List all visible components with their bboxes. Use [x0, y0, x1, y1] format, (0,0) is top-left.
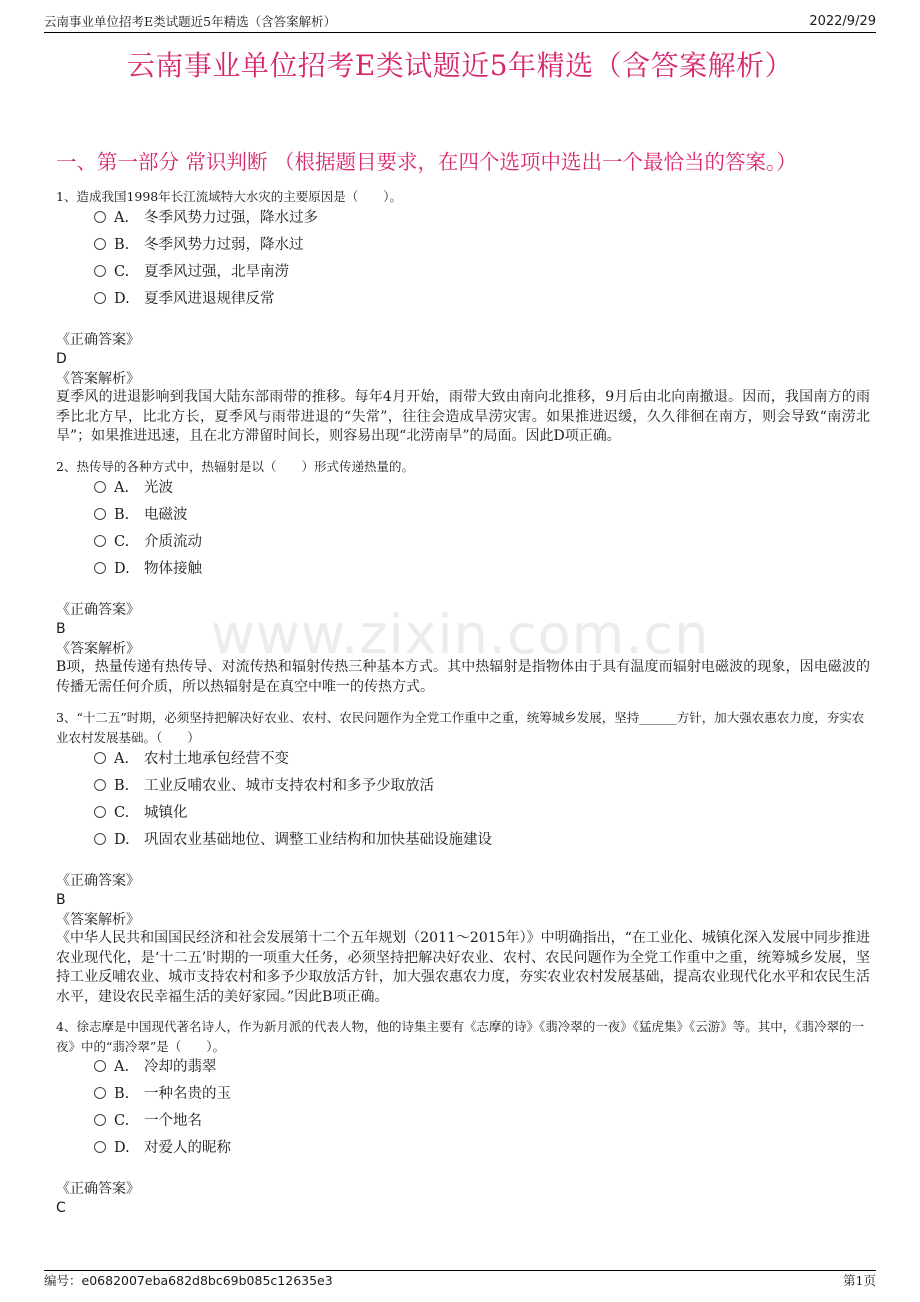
page-footer	[44, 1270, 876, 1291]
explanation-label: 《答案解析》	[56, 912, 140, 928]
answer-label: 《正确答案》	[56, 873, 140, 889]
radio-icon[interactable]	[94, 292, 106, 304]
radio-icon[interactable]	[94, 1141, 106, 1153]
answer-label: 《正确答案》	[56, 332, 140, 348]
radio-icon[interactable]	[94, 833, 106, 845]
answer-value: D	[56, 351, 67, 367]
radio-icon[interactable]	[94, 752, 106, 764]
radio-icon[interactable]	[94, 806, 106, 818]
question-text: 2、热传导的各种方式中，热辐射是以（ ）形式传递热量的。	[56, 459, 414, 474]
option-item[interactable]: A. 冷却的翡翠	[94, 1054, 217, 1080]
explanation-text: 夏季风的进退影响到我国大陆东部雨带的推移。每年4月开始，雨带大致由南向北推移，9月后由北向南撤退。因而，我国南方的雨季比北方早，比北方长，夏季风与雨带进退的“失常”，往往会造成旱涝灾害。如果推进迟缓，久久徘徊在南方，则会导致“南涝北旱”；如果推进迅速，且在北方滞留时间长，则容易出现“北涝南旱”的局面。因此D项正确。	[56, 389, 870, 444]
explanation-label: 《答案解析》	[56, 641, 140, 657]
footer-code: 编号：e0682007eba682d8bc69b085c12635e3	[44, 1273, 333, 1288]
page-number: 第1页	[843, 1273, 876, 1288]
radio-icon[interactable]	[94, 481, 106, 493]
answer-label: 《正确答案》	[56, 602, 140, 618]
question-text: 3、“十二五”时期，必须坚持把解决好农业、农村、农民问题作为全党工作重中之重，统筹城乡发展，坚持______方针，加大强农惠农力度，夯实农业农村发展基础。（ ）	[56, 710, 865, 745]
document-title: 云南事业单位招考E类试题近5年精选（含答案解析）	[126, 49, 794, 82]
watermark: www.zixin.com.cn	[210, 603, 710, 666]
option-item[interactable]: B. 电磁波	[94, 502, 188, 528]
option-item[interactable]: D. 对爱人的昵称	[94, 1135, 231, 1161]
answer-label: 《正确答案》	[56, 1181, 140, 1197]
radio-icon[interactable]	[94, 1087, 106, 1099]
question-text: 4、徐志摩是中国现代著名诗人，作为新月派的代表人物，他的诗集主要有《志摩的诗》《翡冷翠的一夜》《猛虎集》《云游》等。其中，《翡冷翠的一夜》中的“翡冷翠”是（ ）。	[56, 1019, 864, 1054]
option-item[interactable]: C. 夏季风过强，北旱南涝	[94, 259, 289, 285]
question-text: 1、造成我国1998年长江流域特大水灾的主要原因是（ ）。	[56, 189, 403, 204]
radio-icon[interactable]	[94, 535, 106, 547]
radio-icon[interactable]	[94, 508, 106, 520]
option-item[interactable]: A. 冬季风势力过强，降水过多	[94, 205, 318, 231]
option-item[interactable]: C. 城镇化	[94, 800, 188, 826]
page-header	[44, 12, 876, 33]
explanation-text: B项，热量传递有热传导、对流传热和辐射传热三种基本方式。其中热辐射是指物体由于具有温度而辐射电磁波的现象，因电磁波的传播无需任何介质，所以热辐射是在真空中唯一的传热方式。	[56, 659, 870, 695]
radio-icon[interactable]	[94, 1060, 106, 1072]
answer-value: B	[56, 621, 66, 637]
radio-icon[interactable]	[94, 562, 106, 574]
answer-value: C	[56, 1200, 66, 1216]
radio-icon[interactable]	[94, 1114, 106, 1126]
option-item[interactable]: B. 冬季风势力过弱，降水过	[94, 232, 304, 258]
explanation-text: 《中华人民共和国国民经济和社会发展第十二个五年规划（2011～2015年）》中明确指出，“在工业化、城镇化深入发展中同步推进农业现代化，是‘十二五’时期的一项重大任务，必须坚持把解决好农业、农村、农民问题作为全党工作重中之重，统筹城乡发展，坚持工业反哺农业、城市支持农村和多予少取放活方针，加大强农惠农力度，夯实农业农村发展基础，提高农业现代化水平和农民生活水平，建设农民幸福生活的美好家园。”因此B项正确。	[56, 930, 870, 1005]
option-item[interactable]: A. 光波	[94, 475, 173, 501]
radio-icon[interactable]	[94, 779, 106, 791]
option-item[interactable]: D. 物体接触	[94, 556, 202, 582]
option-item[interactable]: C. 介质流动	[94, 529, 202, 555]
option-item[interactable]: D. 夏季风进退规律反常	[94, 286, 275, 312]
section-title: 一、第一部分 常识判断 （根据题目要求，在四个选项中选出一个最恰当的答案。）	[56, 150, 797, 174]
option-item[interactable]: D. 巩固农业基础地位、调整工业结构和加快基础设施建设	[94, 827, 492, 853]
explanation-label: 《答案解析》	[56, 371, 140, 387]
header-date: 2022/9/29	[809, 14, 876, 29]
radio-icon[interactable]	[94, 238, 106, 250]
radio-icon[interactable]	[94, 265, 106, 277]
answer-value: B	[56, 892, 66, 908]
header-doc-name: 云南事业单位招考E类试题近5年精选（含答案解析）	[44, 14, 337, 29]
option-item[interactable]: C. 一个地名	[94, 1108, 202, 1134]
option-item[interactable]: A. 农村土地承包经营不变	[94, 746, 289, 772]
radio-icon[interactable]	[94, 211, 106, 223]
option-item[interactable]: B. 工业反哺农业、城市支持农村和多予少取放活	[94, 773, 434, 799]
option-item[interactable]: B. 一种名贵的玉	[94, 1081, 231, 1107]
